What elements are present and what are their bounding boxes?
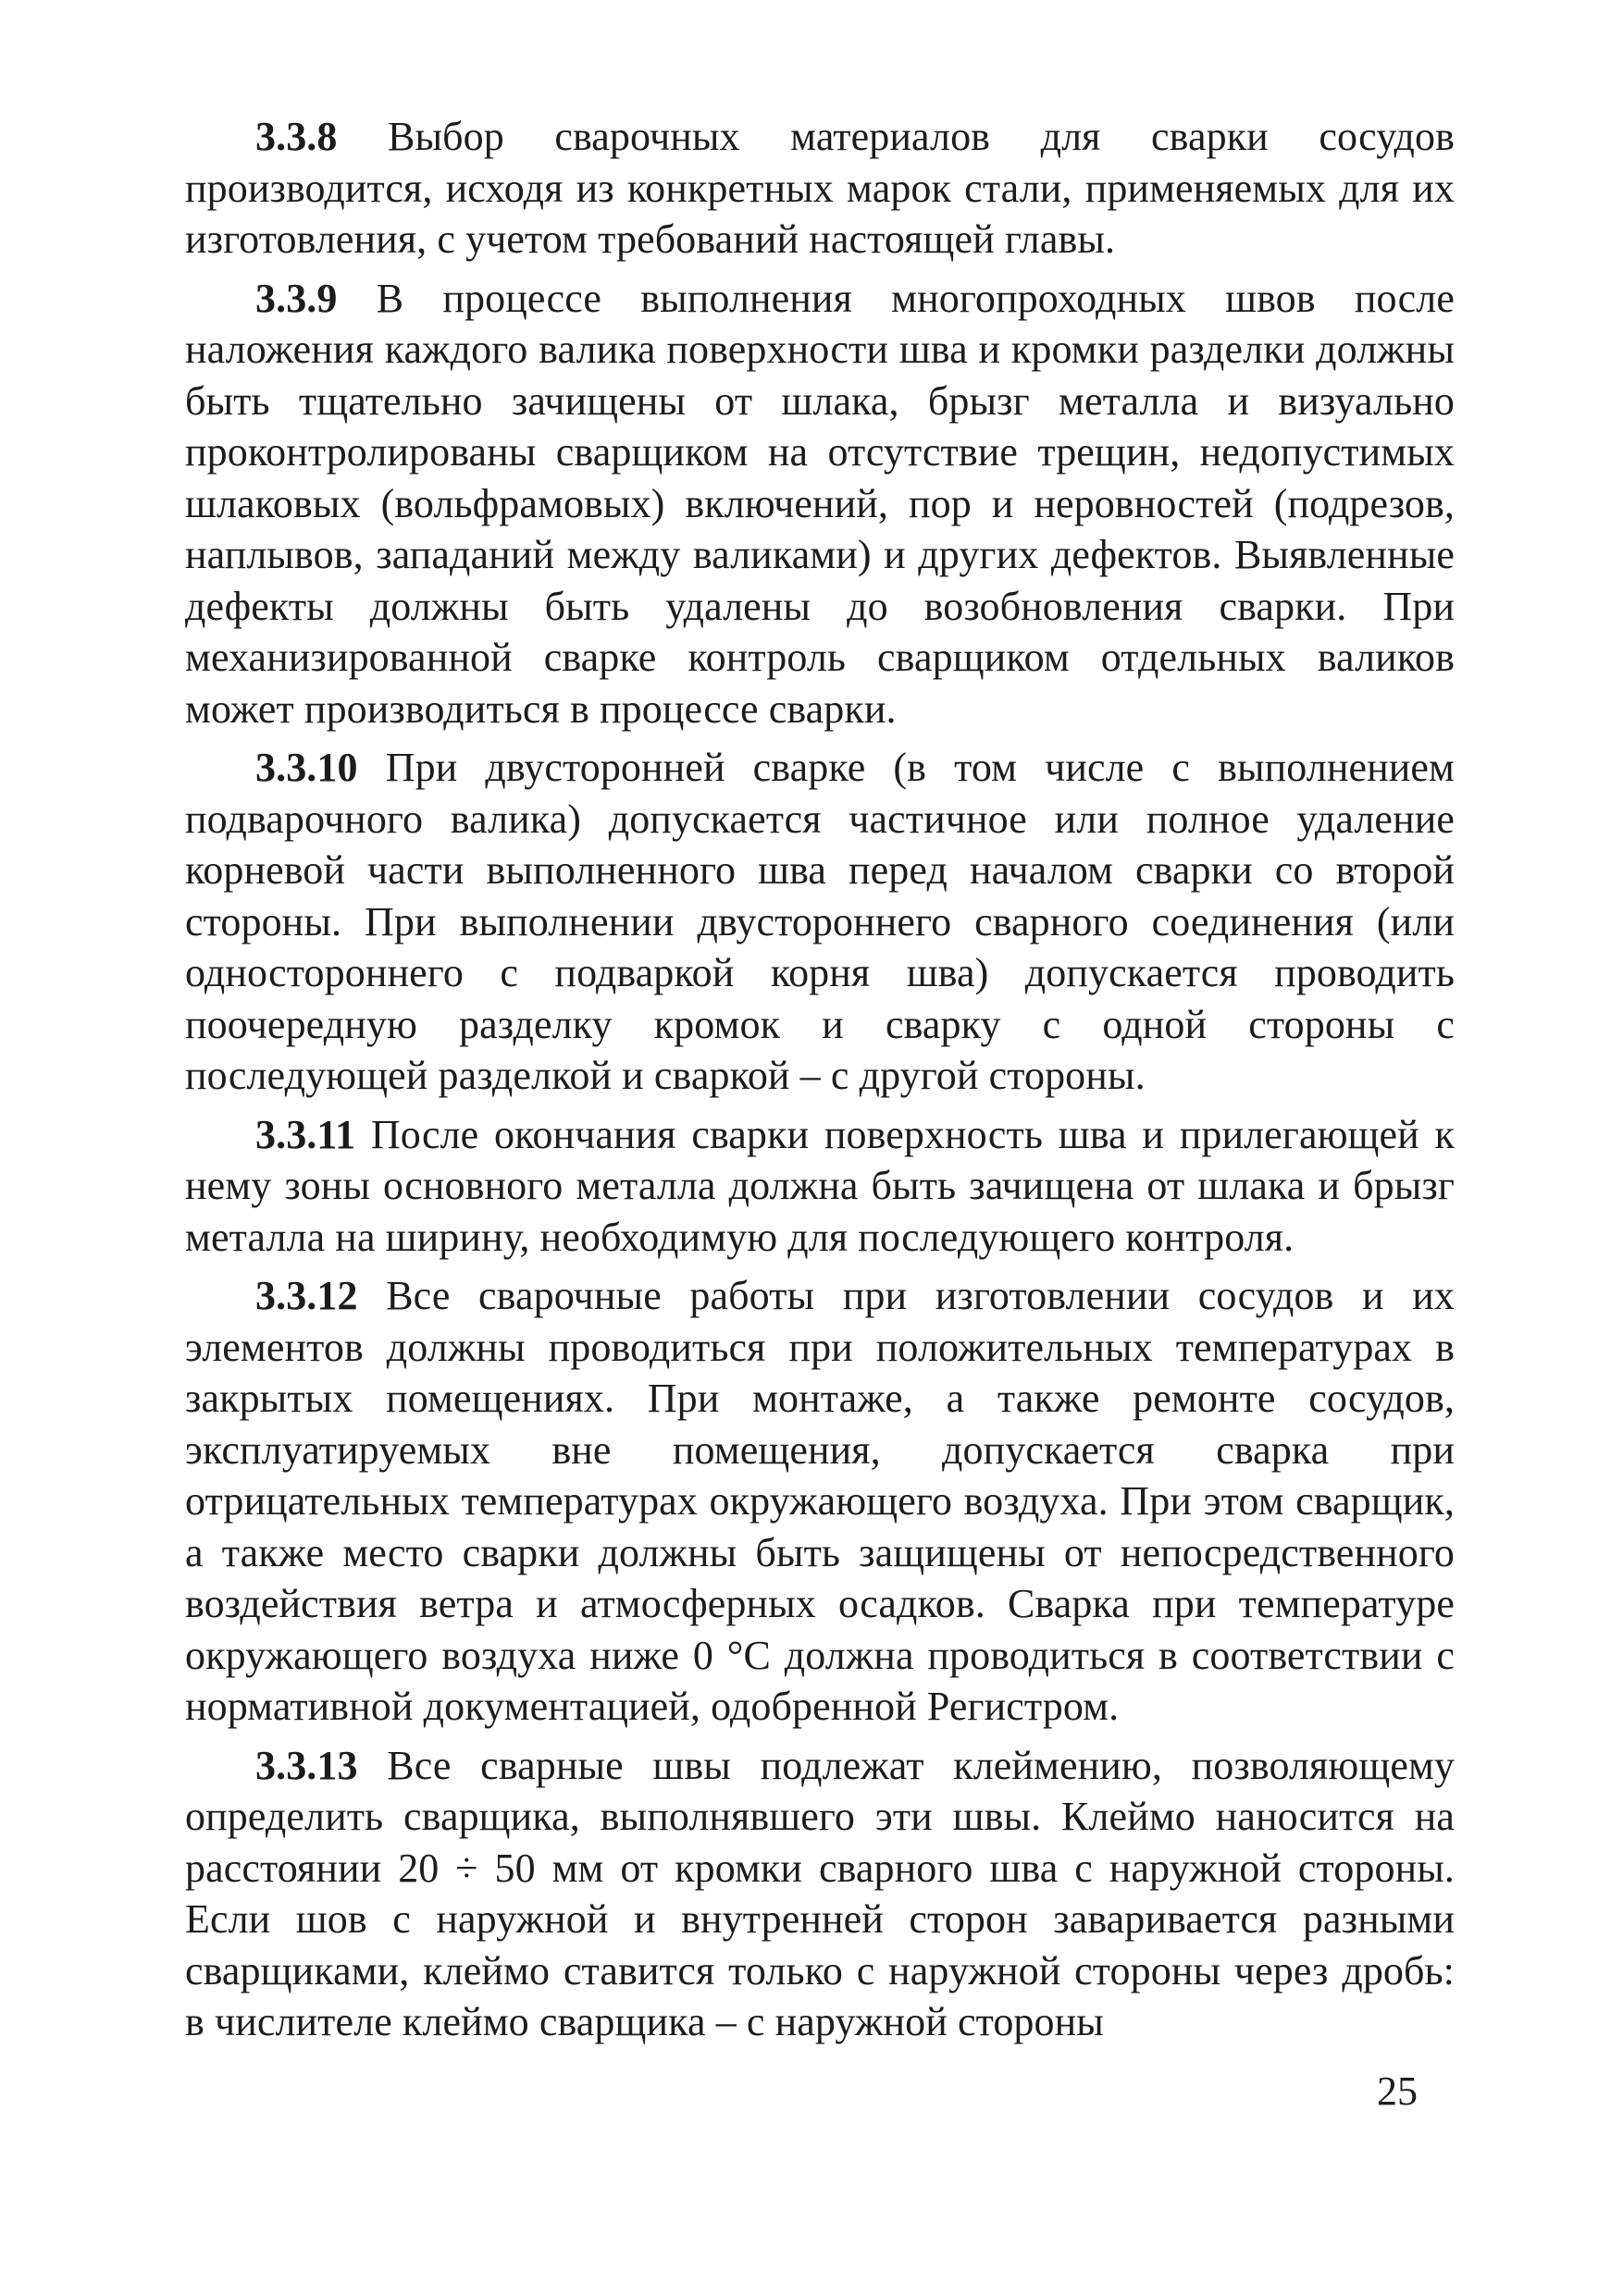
paragraph-number: 3.3.9: [255, 275, 338, 321]
paragraph-text: При двусторонней сварке (в том числе с выполнением подварочного валика) допускается частичное или полное удаление корневой части выполненного шва перед началом сварки со второй стороны. При выполнении двустороннего сварного соединения (или одностороннего с подваркой корня шва) допускается проводить поочередную разделку кромок и сварку с одной стороны с последующей разделкой и сваркой – с другой стороны.: [185, 745, 1455, 1098]
paragraph-3-3-11: [185, 1109, 1455, 1264]
paragraph-3-3-12: [185, 1270, 1455, 1733]
paragraph-text: Все сварные швы подлежат клеймению, позволяющему определить сварщика, выполнявшего эти швы. Клеймо наносится на расстоянии 20 ÷ 50 мм от кромки сварного шва с наружной стороны. Если шов с наружной и внутренней сторон заваривается разными сварщиками, клеймо ставится только с наружной стороны через дробь: в числителе клеймо сварщика – с наружной стороны: [185, 1742, 1455, 2044]
paragraph-number: 3.3.13: [255, 1742, 358, 1788]
paragraph-text: После окончания сварки поверхность шва и прилегающей к нему зоны основного металла должна быть зачищена от шлака и брызг металла на ширину, необходимую для последующего контроля.: [185, 1111, 1456, 1260]
paragraph-3-3-13: [185, 1740, 1455, 2048]
page-number: 25: [1377, 2068, 1418, 2114]
paragraph-text: Выбор сварочных материалов для сварки сосудов производится, исходя из конкретных марок стали, применяемых для их изготовления, с учетом требований настоящей главы.: [185, 114, 1455, 262]
paragraph-3-3-8: [185, 111, 1455, 265]
paragraph-3-3-9: [185, 273, 1455, 735]
paragraph-number: 3.3.10: [255, 745, 358, 790]
body-text: [185, 111, 1455, 2055]
paragraph-text: Все сварочные работы при изготовлении сосудов и их элементов должны проводиться при положительных температурах в закрытых помещениях. При монтаже, а также ремонте сосудов, эксплуатируемых вне помещения, допускается сварка при отрицательных температурах окружающего воздуха. При этом сварщик, а также место сварки должны быть защищены от непосредственного воздействия ветра и атмосферных осадков. Сварка при температуре окружающего воздуха ниже 0 °С должна проводиться в соответствии с нормативной документацией, одобренной Регистром.: [185, 1273, 1455, 1729]
paragraph-3-3-10: [185, 742, 1455, 1102]
paragraph-text: В процессе выполнения многопроходных швов после наложения каждого валика поверхности шва и кромки разделки должны быть тщательно зачищены от шлака, брызг металла и визуально проконтролированы сварщиком на отсутствие трещин, недопустимых шлаковых (вольфрамовых) включений, пор и неровностей (подрезов, наплывов, западаний между валиками) и других дефектов. Выявленные дефекты должны быть удалены до возобновления сварки. При механизированной сварке контроль сварщиком отдельных валиков может производиться в процессе сварки.: [185, 275, 1455, 732]
paragraph-number: 3.3.12: [255, 1273, 358, 1318]
paragraph-number: 3.3.11: [255, 1111, 356, 1157]
paragraph-number: 3.3.8: [255, 114, 338, 159]
